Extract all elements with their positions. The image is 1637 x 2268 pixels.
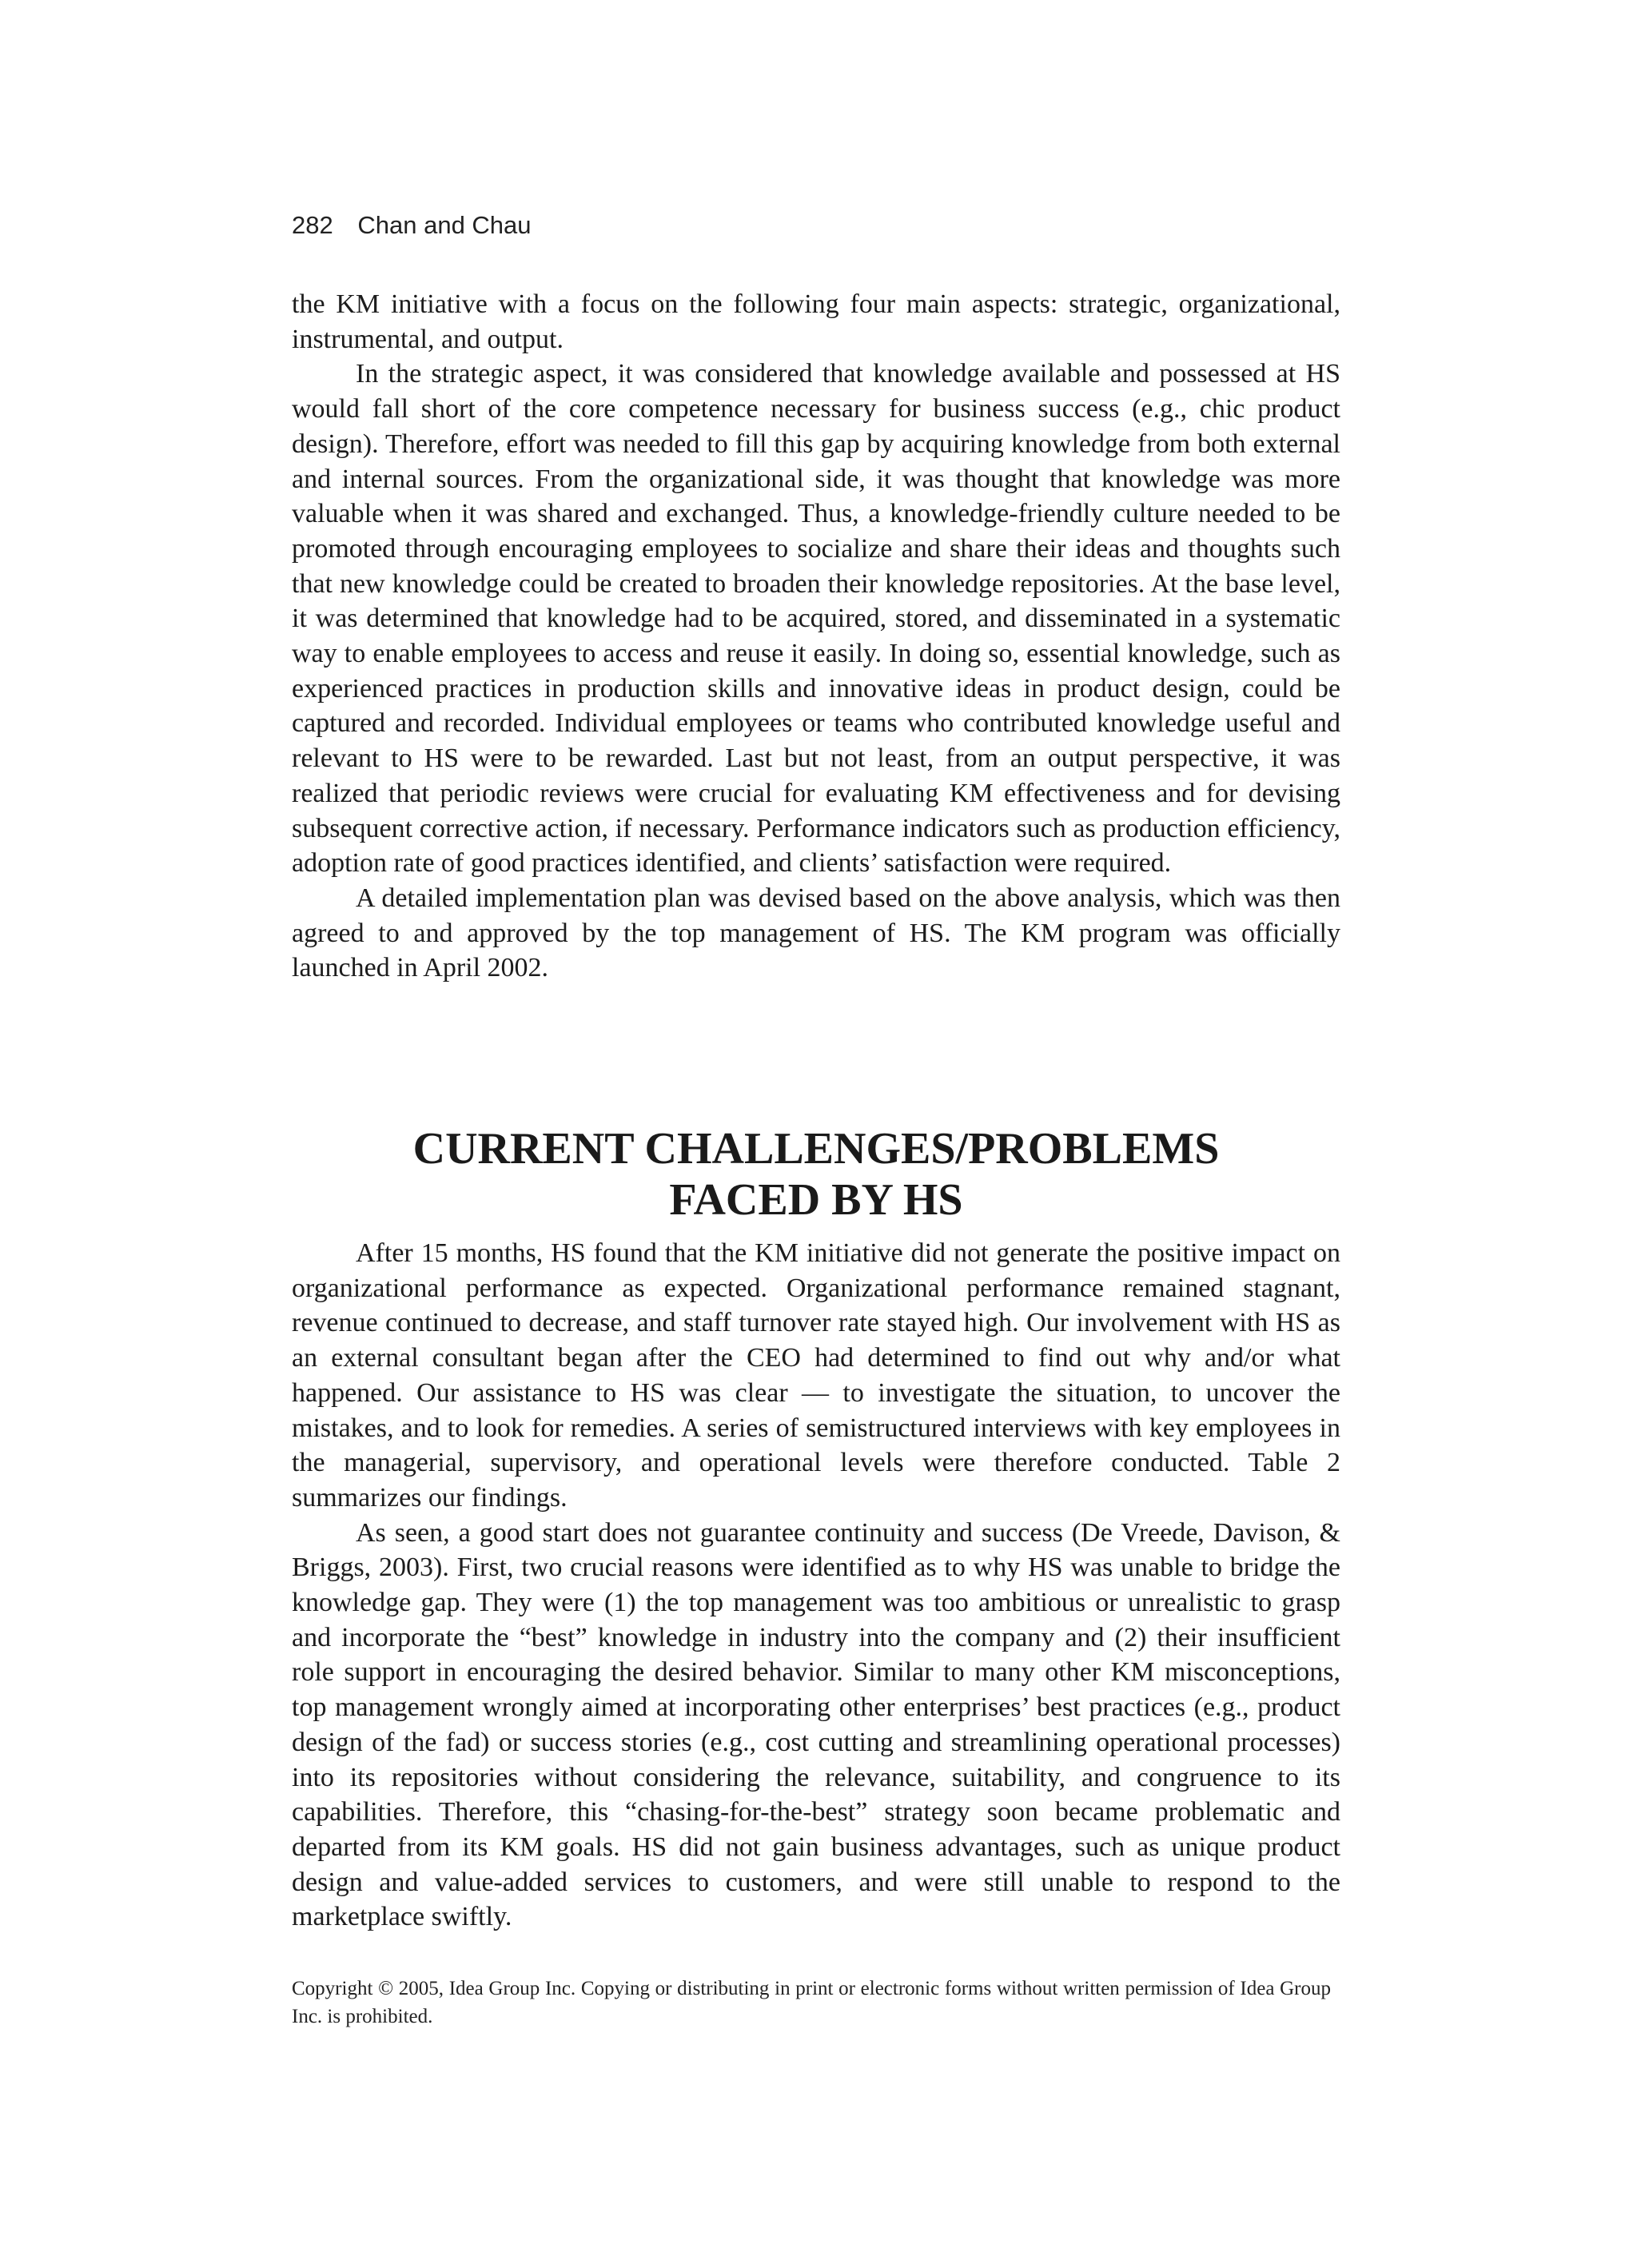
paragraph-implementation-plan: A detailed implementation plan was devised based on the above analysis, which was then agreed to and approved by the top management of HS. The KM program was officially launched in April 2002. bbox=[292, 883, 1340, 983]
paragraph-continued: the KM initiative with a focus on the following four main aspects: strategic, organizational, instrumental, and output. bbox=[292, 289, 1340, 354]
running-head bbox=[292, 209, 532, 241]
copyright-notice: Copyright © 2005, Idea Group Inc. Copying or distributing in print or electronic forms without written permission of Idea Group Inc. is prohibited. bbox=[292, 1978, 1331, 2027]
section-heading bbox=[292, 1123, 1340, 1226]
paragraph-after-15-months: After 15 months, HS found that the KM initiative did not generate the positive impact on organizational performance as expected. Organizational performance remained stagnant, revenue continued to decrease, and staff turnover rate stayed high. Our involvement with HS as an external consultant began after the CEO had determined to find out why and/or what happened. Our assistance to HS was clear — to investigate the situation, to uncover the mistakes, and to look for remedies. A series of semistructured interviews with key employees in the managerial, supervisory, and operational levels were therefore conducted. Table 2 summarizes our findings. bbox=[292, 1238, 1340, 1513]
section-heading-line-1: CURRENT CHALLENGES/PROBLEMS bbox=[412, 1124, 1220, 1174]
paragraph-strategic-aspect: In the strategic aspect, it was considered that knowledge available and possessed at HS would fall short of the core competence necessary for business success (e.g., chic product design). Therefore, effort was needed to fill this gap by acquiring knowledge from both external and internal sources. From the organizational side, it was thought that knowledge was more valuable when it was shared and exchanged. Thus, a knowledge-friendly culture needed to be promoted through encouraging employees to socialize and share their ideas and thoughts such that new knowledge could be created to broaden their knowledge repositories. At the base level, it was determined that knowledge had to be acquired, stored, and disseminated in a systematic way to enable employees to access and reuse it easily. In doing so, essential knowledge, such as experienced practices in production skills and innovative ideas in product design, could be captured and recorded. Individual employees or teams who contributed knowledge useful and relevant to HS were to be rewarded. Last but not least, from an output perspective, it was realized that periodic reviews were crucial for evaluating KM effectiveness and for devising subsequent corrective action, if necessary. Performance indicators such as production efficiency, adoption rate of good practices identified, and clients’ satisfaction were required. bbox=[292, 359, 1340, 879]
running-title: Chan and Chau bbox=[357, 211, 532, 239]
paragraph-as-seen: As seen, a good start does not guarantee continuity and success (De Vreede, Davison, & Briggs, 2003). First, two crucial reasons were identified as to why HS was unable to bridge the knowledge gap. They were (1) the top management was too ambitious or unrealistic to grasp and incorporate the “best” knowledge in industry into the company and (2) their insufficient role support in encouraging the desired behavior. Similar to many other KM misconceptions, top management wrongly aimed at incorporating other enterprises’ best practices (e.g., product design of the fad) or success stories (e.g., cost cutting and streamlining operational processes) into its repositories without considering the relevance, suitability, and congruence to its capabilities. Therefore, this “chasing-for-the-best” strategy soon became problematic and departed from its KM goals. HS did not gain business advantages, such as unique product design and value-added services to customers, and were still unable to respond to the marketplace swiftly. bbox=[292, 1517, 1340, 1932]
section-body-text bbox=[292, 287, 1340, 986]
section-heading-line-2: FACED BY HS bbox=[669, 1175, 963, 1225]
page-number: 282 bbox=[292, 211, 333, 239]
challenges-body-text bbox=[292, 1236, 1340, 1935]
